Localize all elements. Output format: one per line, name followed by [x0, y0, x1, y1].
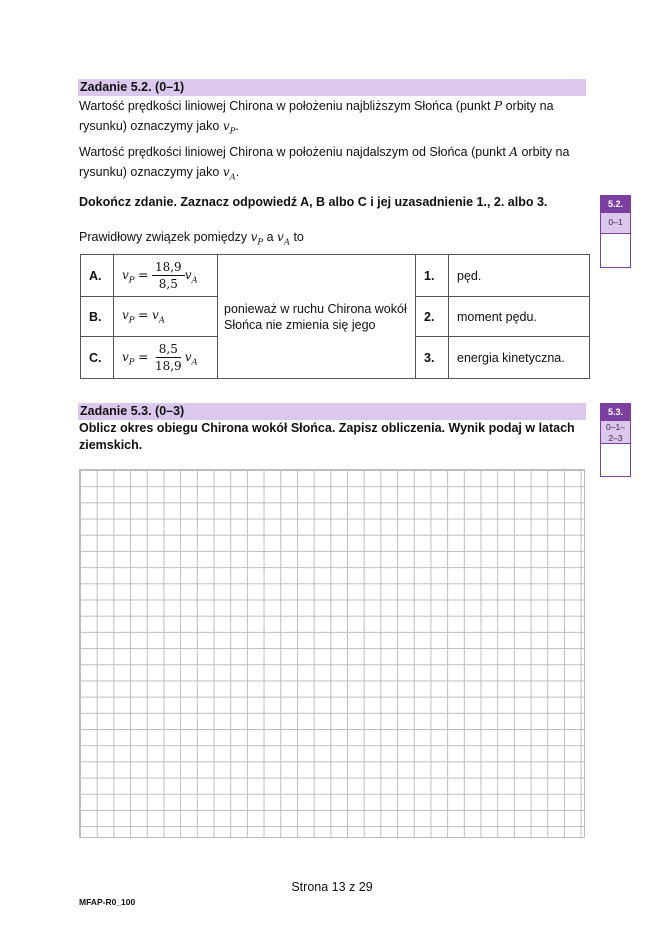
reason-1-text[interactable]: pęd. [449, 255, 590, 297]
reason-3-text[interactable]: energia kinetyczna. [449, 337, 590, 379]
page-number: Strona 13 z 29 [291, 880, 373, 894]
answer-grid[interactable] [79, 469, 585, 838]
task-5-2-paragraph-1: Wartość prędkości liniowej Chirona w położeniu najbliższym Słońca (punkt P orbity na rysunku) oznaczymy jako $v_P$. [79, 99, 554, 137]
score-range-line-1: 0–1– [606, 422, 625, 432]
para2-text-a: Wartość prędkości liniowej Chirona w położeniu najdalszym od Słońca (punkt [79, 145, 506, 159]
reason-1-number[interactable]: 1. [416, 255, 449, 297]
task-5-2-header [78, 79, 586, 96]
vp-symbol: $v_P$ [250, 230, 264, 248]
option-a-letter[interactable]: A. [81, 255, 114, 297]
score-entry-field[interactable] [601, 234, 630, 269]
score-box-5-2 [600, 195, 631, 268]
option-b-formula[interactable]: $v_P = v_A$ [114, 297, 218, 337]
task-5-3-header [78, 403, 586, 420]
task-5-2-paragraph-2: Wartość prędkości liniowej Chirona w położeniu najdalszym od Słońca (punkt A orbity na rysunku) oznaczymy jako $v_A$. [79, 145, 570, 183]
option-a-formula[interactable]: $v_P$ = $\frac{18,9}{8,5}$ $v_A$ [114, 255, 218, 297]
task-5-3-instruction: Oblicz okres obiegu Chirona wokół Słońca. Zapisz obliczenia. Wynik podaj w latach ziemskich. [79, 421, 575, 452]
option-c-formula[interactable]: $v_P$ = $\frac{8,5}{18,9}$ $v_A$ [114, 337, 218, 379]
reason-3-number[interactable]: 3. [416, 337, 449, 379]
score-entry-field[interactable] [601, 444, 630, 476]
va-symbol: $v_A$ [222, 165, 236, 183]
reason-2-text[interactable]: moment pędu. [449, 297, 590, 337]
score-box-5-3 [600, 403, 631, 477]
reason-2-number[interactable]: 2. [416, 297, 449, 337]
fraction-a: $\frac{18,9}{8,5}$ [152, 259, 185, 292]
point-a-label: A [509, 145, 518, 159]
question-text: Prawidłowy związek pomiędzy [79, 230, 248, 244]
para2-text-c: rysunku) oznaczymy jako [79, 165, 220, 179]
option-b-letter[interactable]: B. [81, 297, 114, 337]
para2-text-b: orbity na [521, 145, 570, 159]
score-range: 0–1 [601, 212, 630, 234]
score-label: 5.3. [601, 404, 630, 420]
option-c-letter[interactable]: C. [81, 337, 114, 379]
task-5-3-title: Zadanie 5.3. (0–3) [80, 404, 185, 418]
para1-text-b: orbity na [505, 99, 554, 113]
fraction-c: $\frac{8,5}{18,9}$ [154, 342, 182, 373]
question-to: to [293, 230, 304, 244]
para1-text-c: rysunku) oznaczymy jako [79, 119, 220, 133]
answer-table [80, 254, 590, 379]
question-and: a [266, 230, 274, 244]
para1-text-a: Wartość prędkości liniowej Chirona w położeniu najbliższym Słońca (punkt [79, 99, 491, 113]
score-range-line-2: 2–3 [608, 433, 623, 443]
task-5-2-question [79, 227, 479, 252]
vp-symbol: $v_P$ [222, 119, 236, 137]
va-symbol: $v_A$ [277, 230, 290, 248]
score-range [601, 420, 630, 444]
task-5-2-title: Zadanie 5.2. (0–1) [80, 80, 185, 94]
exam-code: MFAP-R0_100 [79, 897, 136, 907]
reason-connector: ponieważ w ruchu Chirona wokół Słońca nie zmienia się jego [218, 255, 416, 379]
task-5-2-instruction: Dokończ zdanie. Zaznacz odpowiedź A, B albo C i jej uzasadnienie 1., 2. albo 3. [79, 195, 548, 209]
score-label: 5.2. [601, 196, 630, 212]
point-p-label: P [494, 99, 503, 113]
